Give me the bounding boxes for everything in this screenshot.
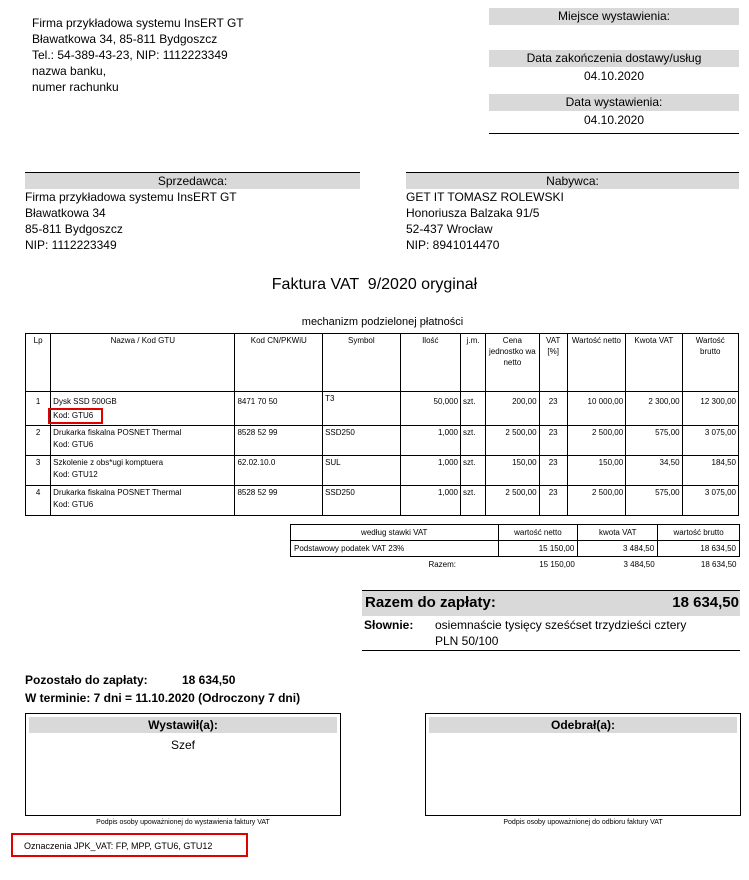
words-divider — [362, 650, 740, 651]
col-name: Nazwa / Kod GTU — [51, 334, 235, 392]
vat-total-label: Razem: — [428, 560, 456, 569]
cell-gross: 3 075,00 — [682, 426, 738, 456]
col-qty: Ilość — [400, 334, 460, 392]
place-box — [489, 8, 739, 53]
cell-vat: 23 — [539, 456, 567, 486]
item-gtu: Kod: GTU6 — [48, 408, 103, 424]
cell-cn: 8528 52 99 — [235, 486, 323, 516]
seller-line: NIP: 1112223349 — [25, 238, 117, 252]
words-line: osiemnaście tysięcy sześćset trzydzieści cztery — [435, 618, 687, 632]
company-line: numer rachunku — [32, 80, 119, 94]
jpk-markings — [11, 833, 248, 857]
cell-price: 200,00 — [486, 392, 539, 426]
words-label: Słownie: — [364, 618, 414, 632]
issued-by-box — [25, 713, 341, 816]
cell-name — [51, 392, 235, 426]
buyer-label: Nabywca: — [406, 172, 739, 189]
vat-header-row — [291, 525, 740, 541]
cell-symbol: SUL — [323, 456, 401, 486]
table-row — [26, 392, 739, 426]
cell-qty: 50,000 — [400, 392, 460, 426]
buyer-section — [406, 172, 739, 253]
seller-section — [25, 172, 360, 253]
cell-unit: szt. — [461, 426, 486, 456]
issued-by-name: Szef — [170, 738, 195, 752]
payment-term: W terminie: 7 dni = 11.10.2020 (Odroczony 7 dni) — [25, 691, 301, 705]
vat-col-net: wartość netto — [498, 525, 578, 541]
item-name: Drukarka fiskalna POSNET Thermal — [53, 428, 182, 437]
cell-gross: 12 300,00 — [682, 392, 738, 426]
cell-unit: szt. — [461, 456, 486, 486]
cell-lp: 2 — [26, 426, 51, 456]
cell-name — [51, 426, 235, 456]
received-by-box — [425, 713, 741, 816]
col-vat: VAT [%] — [539, 334, 567, 392]
vat-cell-rate: Podstawowy podatek VAT 23% — [291, 541, 499, 557]
company-line: nazwa banku, — [32, 64, 107, 78]
header-divider — [489, 133, 739, 134]
received-by-caption: Podpis osoby upoważnionej do odbioru faktury VAT — [503, 819, 663, 826]
place-value — [489, 25, 739, 53]
cell-price: 150,00 — [486, 456, 539, 486]
seller-line: Bławatkowa 34 — [25, 206, 106, 220]
vat-cell-vat: 3 484,50 — [578, 541, 658, 557]
cell-qty: 1,000 — [400, 426, 460, 456]
table-row — [26, 456, 739, 486]
cell-gross: 184,50 — [682, 456, 738, 486]
vat-total-gross: 18 634,50 — [700, 560, 737, 569]
delivery-date-label: Data zakończenia dostawy/usług — [489, 50, 739, 67]
company-header — [32, 15, 244, 95]
col-unit: j.m. — [461, 334, 486, 392]
cell-vat: 23 — [539, 426, 567, 456]
vat-col-vat: kwota VAT — [578, 525, 658, 541]
cell-vat-amount: 575,00 — [626, 486, 682, 516]
cell-cn: 8528 52 99 — [235, 426, 323, 456]
item-name: Szkolenie z obs*ugi komptuera — [53, 458, 164, 467]
cell-lp: 4 — [26, 486, 51, 516]
remaining-amount: 18 634,50 — [182, 673, 236, 687]
issue-date-value: 04.10.2020 — [583, 113, 645, 127]
received-by-label: Odebrał(a): — [429, 717, 737, 733]
cell-vat-amount: 575,00 — [626, 426, 682, 456]
vat-col-rate: według stawki VAT — [291, 525, 499, 541]
cell-qty: 1,000 — [400, 486, 460, 516]
table-row — [26, 426, 739, 456]
issue-date-box — [489, 94, 739, 129]
issued-by-caption: Podpis osoby upoważnionej do wystawienia faktury VAT — [96, 819, 270, 826]
words-line: PLN 50/100 — [435, 634, 499, 648]
col-net: Wartość netto — [567, 334, 625, 392]
cell-lp: 1 — [26, 392, 51, 426]
items-header-row — [26, 334, 739, 392]
item-name: Drukarka fiskalna POSNET Thermal — [53, 488, 182, 497]
seller-label: Sprzedawca: — [25, 172, 360, 189]
to-pay-amount: 18 634,50 — [672, 594, 739, 611]
cell-net: 10 000,00 — [567, 392, 625, 426]
cell-price: 2 500,00 — [486, 486, 539, 516]
to-pay-bar — [362, 590, 740, 616]
cell-lp: 3 — [26, 456, 51, 486]
vat-row — [291, 541, 740, 557]
cell-vat-amount: 2 300,00 — [626, 392, 682, 426]
buyer-line: Honoriusza Balzaka 91/5 — [406, 206, 540, 220]
company-line: Tel.: 54-389-43-23, NIP: 1112223349 — [32, 48, 228, 62]
cell-vat-amount: 34,50 — [626, 456, 682, 486]
delivery-date-box — [489, 50, 739, 85]
seller-line: 85-811 Bydgoszcz — [25, 222, 123, 236]
item-gtu: Kod: GTU12 — [53, 470, 98, 479]
col-vat-amount: Kwota VAT — [626, 334, 682, 392]
col-cn: Kod CN/PKWiU — [235, 334, 323, 392]
cell-symbol: T3 — [323, 392, 401, 426]
company-line: Bławatkowa 34, 85-811 Bydgoszcz — [32, 32, 218, 46]
cell-net: 2 500,00 — [567, 426, 625, 456]
invoice-subtitle: mechanizm podzielonej płatności — [301, 316, 464, 328]
vat-cell-net: 15 150,00 — [498, 541, 578, 557]
vat-cell-gross: 18 634,50 — [658, 541, 740, 557]
buyer-line: 52-437 Wrocław — [406, 222, 493, 236]
company-line: Firma przykładowa systemu InsERT GT — [32, 16, 244, 30]
table-row — [26, 486, 739, 516]
cell-symbol: SSD250 — [323, 426, 401, 456]
place-label: Miejsce wystawienia: — [489, 8, 739, 25]
col-price: Cena jednostko wa netto — [486, 334, 539, 392]
col-lp: Lp — [26, 334, 51, 392]
cell-net: 2 500,00 — [567, 486, 625, 516]
invoice-title: Faktura VAT 9/2020 oryginał — [271, 276, 478, 293]
cell-unit: szt. — [461, 392, 486, 426]
items-table — [25, 333, 739, 516]
cell-vat: 23 — [539, 392, 567, 426]
cell-unit: szt. — [461, 486, 486, 516]
cell-price: 2 500,00 — [486, 426, 539, 456]
cell-qty: 1,000 — [400, 456, 460, 486]
cell-name — [51, 486, 235, 516]
item-gtu: Kod: GTU6 — [53, 500, 94, 509]
to-pay-label: Razem do zapłaty: — [365, 594, 496, 611]
buyer-line: NIP: 8941014470 — [406, 238, 500, 252]
buyer-line: GET IT TOMASZ ROLEWSKI — [406, 190, 564, 204]
cell-gross: 3 075,00 — [682, 486, 738, 516]
jpk-markings-text: Oznaczenia JPK_VAT: FP, MPP, GTU6, GTU12 — [24, 841, 213, 851]
issued-by-label: Wystawił(a): — [29, 717, 337, 733]
vat-summary-table — [290, 524, 740, 572]
cell-cn: 62.02.10.0 — [235, 456, 323, 486]
vat-total-vat: 3 484,50 — [623, 560, 655, 569]
cell-net: 150,00 — [567, 456, 625, 486]
col-gross: Wartość brutto — [682, 334, 738, 392]
issue-date-label: Data wystawienia: — [489, 94, 739, 111]
item-name: Dysk SSD 500GB — [53, 397, 117, 406]
col-symbol: Symbol — [323, 334, 401, 392]
cell-symbol: SSD250 — [323, 486, 401, 516]
seller-line: Firma przykładowa systemu InsERT GT — [25, 190, 237, 204]
remaining-label: Pozostało do zapłaty: — [25, 673, 148, 687]
cell-name — [51, 456, 235, 486]
vat-total-row — [291, 557, 740, 573]
cell-cn: 8471 70 50 — [235, 392, 323, 426]
vat-col-gross: wartość brutto — [658, 525, 740, 541]
cell-vat: 23 — [539, 486, 567, 516]
vat-total-net: 15 150,00 — [539, 560, 575, 569]
delivery-date-value: 04.10.2020 — [583, 69, 645, 83]
item-gtu: Kod: GTU6 — [53, 440, 94, 449]
